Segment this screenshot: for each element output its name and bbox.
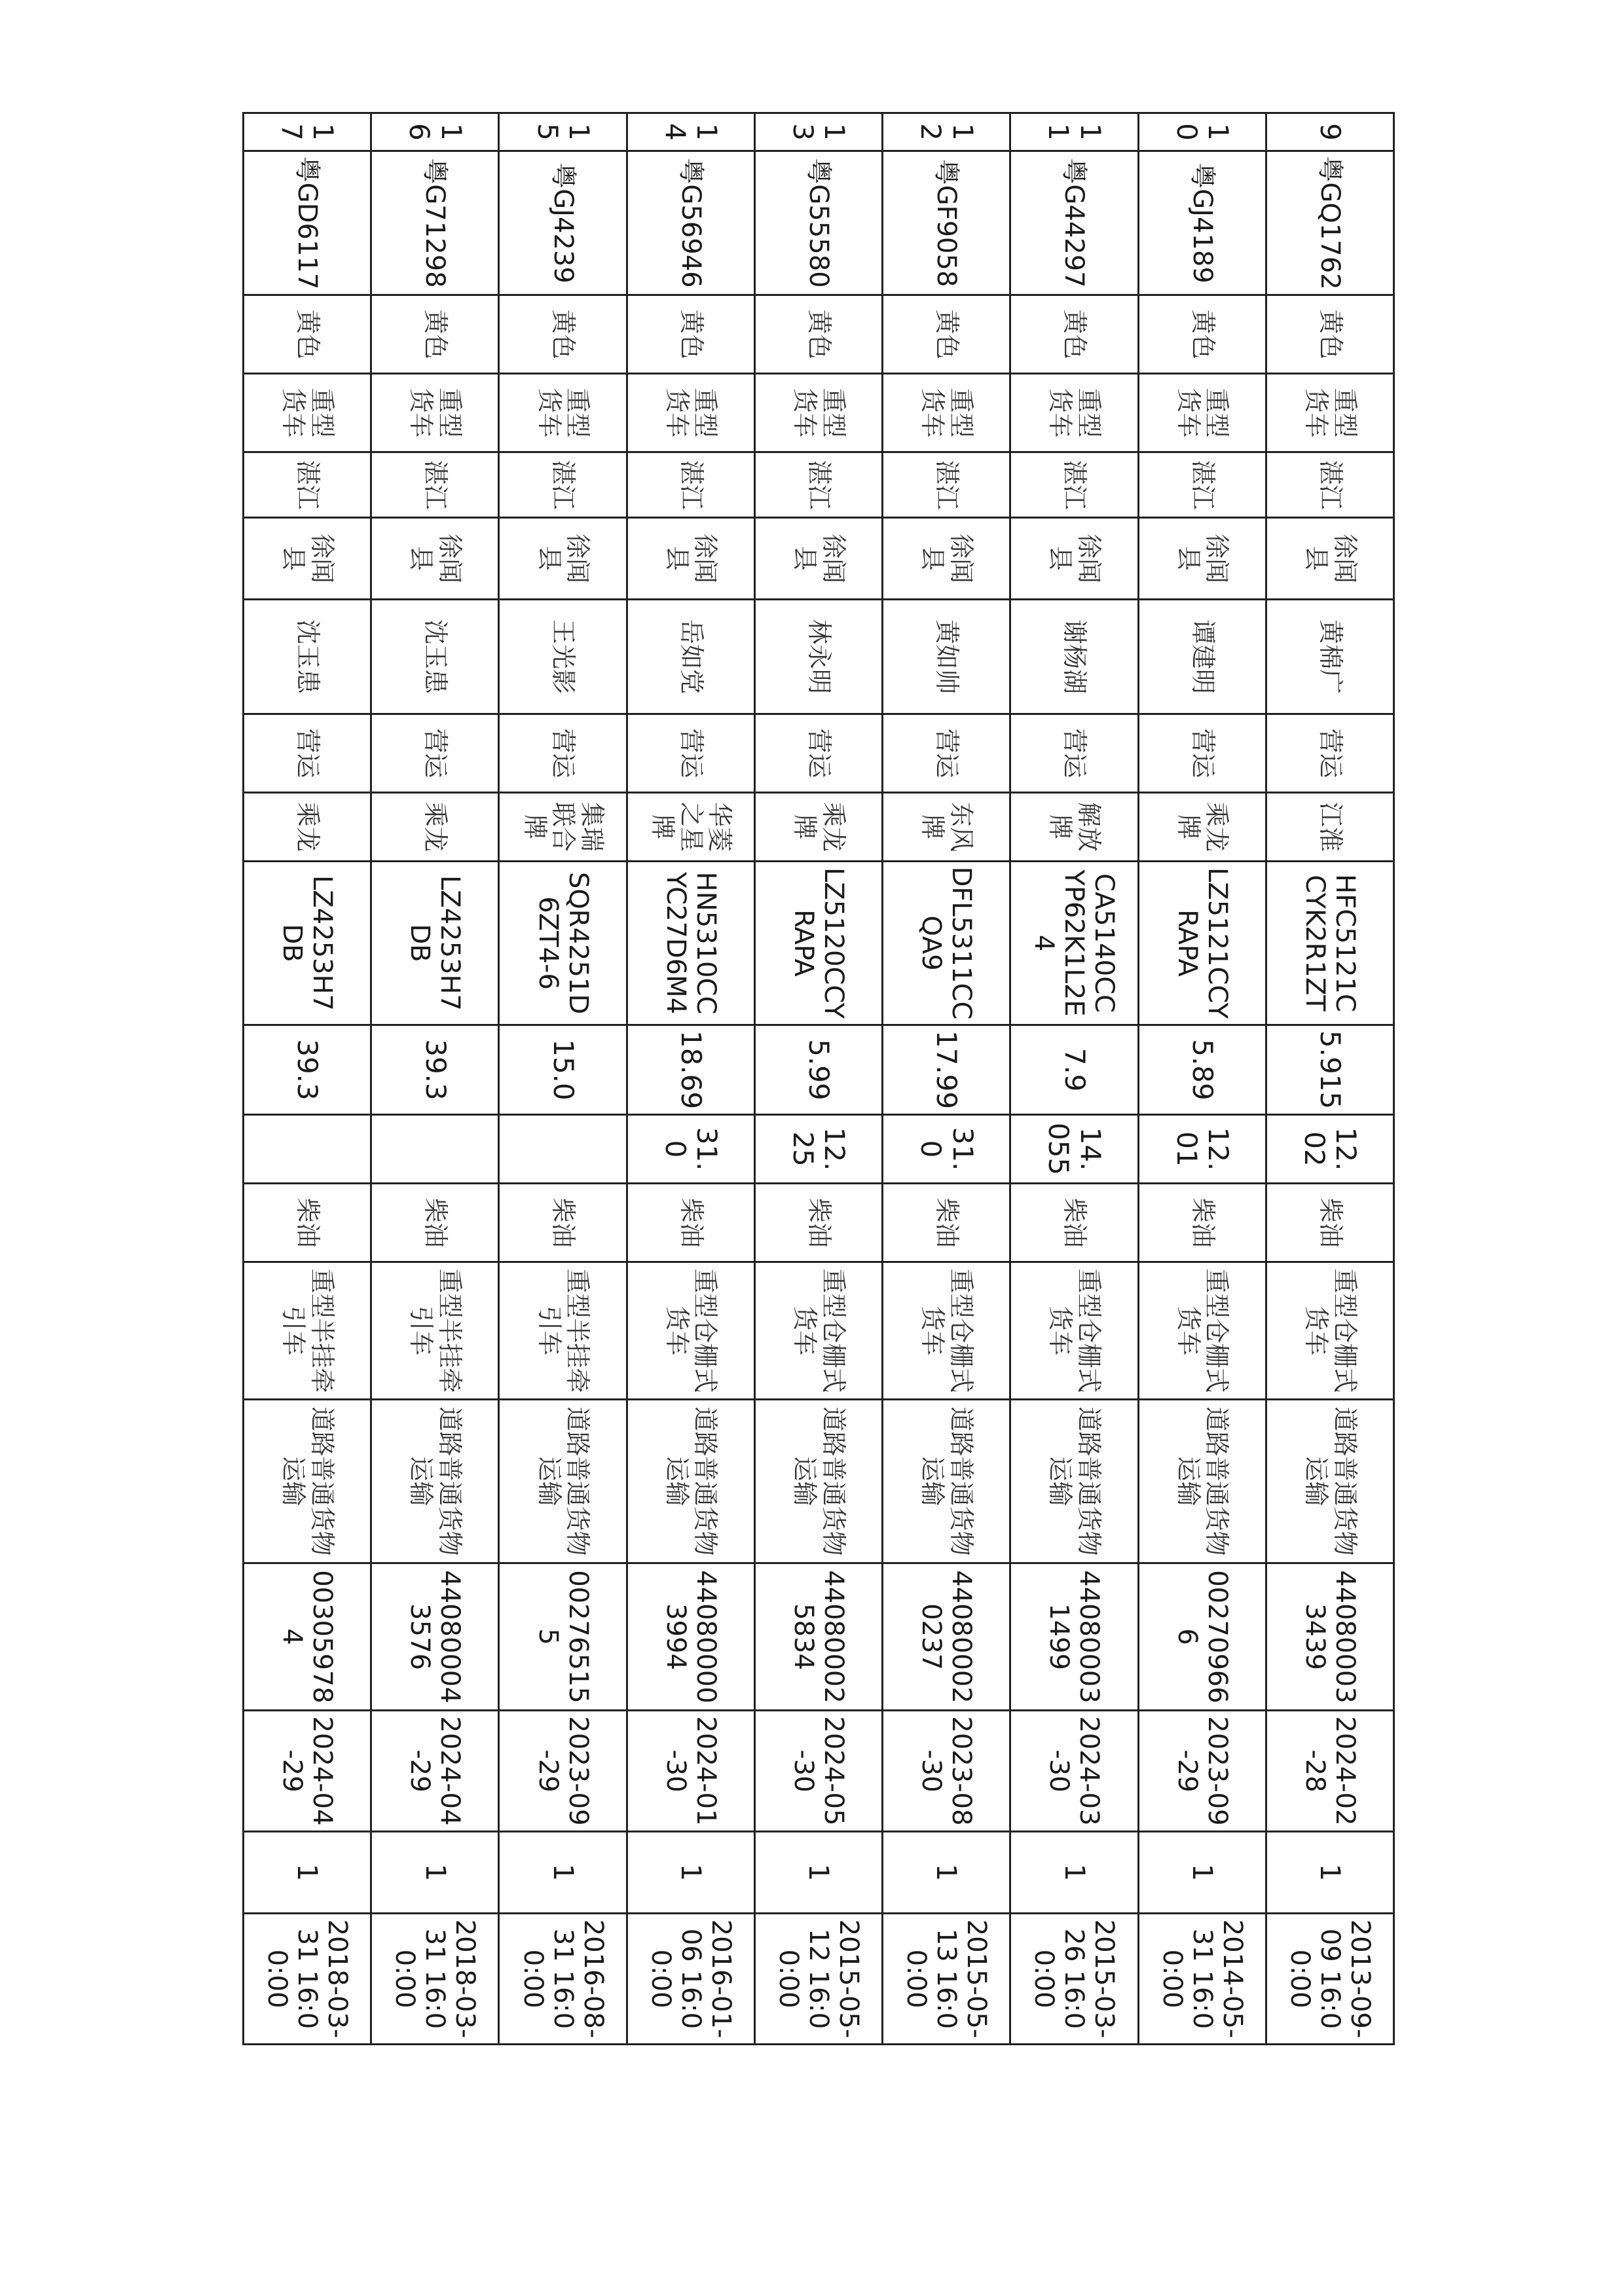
table-row bbox=[1138, 113, 1266, 2045]
plate-number-cell: 粤G44297 bbox=[1010, 151, 1138, 295]
county-cell: 徐闻县 bbox=[371, 518, 499, 600]
vehicle-class-cell: 重型仓栅式货车 bbox=[1010, 1262, 1138, 1400]
row-number-cell: 16 bbox=[371, 113, 499, 151]
inspection-date-cell: 2024-04-29 bbox=[371, 1711, 499, 1832]
usage-nature-cell: 营运 bbox=[1266, 714, 1393, 793]
plate-color-cell: 黄色 bbox=[499, 295, 627, 374]
plate-number-cell: 粤GJ4239 bbox=[499, 151, 627, 295]
county-cell: 徐闻县 bbox=[754, 518, 882, 600]
row-number-cell: 9 bbox=[1266, 113, 1393, 151]
vehicle-class-cell: 重型仓栅式货车 bbox=[627, 1262, 754, 1400]
inspection-date-cell: 2024-03-30 bbox=[1010, 1711, 1138, 1832]
plate-number-cell: 粤GJ4189 bbox=[1138, 151, 1266, 295]
city-cell: 湛江 bbox=[754, 452, 882, 518]
brand-cell: 集瑞联合牌 bbox=[499, 793, 627, 862]
permit-number-cell: 440800033439 bbox=[1266, 1563, 1393, 1711]
plate-color-cell: 黄色 bbox=[883, 295, 1010, 374]
plate-color-cell: 黄色 bbox=[754, 295, 882, 374]
plate-number-cell: 粤GQ1762 bbox=[1266, 151, 1393, 295]
weight-cell: 39.3 bbox=[244, 1025, 371, 1115]
fuel-type-cell: 柴油 bbox=[1266, 1184, 1393, 1262]
model-cell: LZ5121CCYRAPA bbox=[1138, 862, 1266, 1025]
business-scope-cell: 道路普通货物运输 bbox=[883, 1400, 1010, 1563]
city-cell: 湛江 bbox=[1010, 452, 1138, 518]
inspection-date-cell: 2023-08-30 bbox=[883, 1711, 1010, 1832]
business-scope-cell: 道路普通货物运输 bbox=[1138, 1400, 1266, 1563]
brand-cell: 华菱之星牌 bbox=[627, 793, 754, 862]
vehicle-class-cell: 重型仓栅式货车 bbox=[883, 1262, 1010, 1400]
count-cell: 1 bbox=[1138, 1832, 1266, 1914]
row-number-cell: 11 bbox=[1010, 113, 1138, 151]
owner-cell: 林永明 bbox=[754, 600, 882, 714]
table-row bbox=[754, 113, 882, 2045]
weight-cell: 5.915 bbox=[1266, 1025, 1393, 1115]
weight-cell: 18.69 bbox=[627, 1025, 754, 1115]
permit-number-cell: 003059784 bbox=[244, 1563, 371, 1711]
usage-nature-cell: 营运 bbox=[499, 714, 627, 793]
usage-nature-cell: 营运 bbox=[754, 714, 882, 793]
length-cell: 12.25 bbox=[754, 1115, 882, 1184]
registration-date-cell: 2018-03-31 16:00:00 bbox=[244, 1914, 371, 2045]
vehicle-class-cell: 重型仓栅式货车 bbox=[1266, 1262, 1393, 1400]
model-cell: CA5140CCYP62K1L2E4 bbox=[1010, 862, 1138, 1025]
county-cell: 徐闻县 bbox=[244, 518, 371, 600]
business-scope-cell: 道路普通货物运输 bbox=[244, 1400, 371, 1563]
usage-nature-cell: 营运 bbox=[883, 714, 1010, 793]
registration-date-cell: 2016-01-06 16:00:00 bbox=[627, 1914, 754, 2045]
count-cell: 1 bbox=[1266, 1832, 1393, 1914]
fuel-type-cell: 柴油 bbox=[499, 1184, 627, 1262]
length-cell: 12.02 bbox=[1266, 1115, 1393, 1184]
model-cell: HFC5121CCYK2R1ZT bbox=[1266, 862, 1393, 1025]
length-cell: 12.01 bbox=[1138, 1115, 1266, 1184]
count-cell: 1 bbox=[244, 1832, 371, 1914]
vehicle-class-cell: 重型仓栅式货车 bbox=[754, 1262, 882, 1400]
table-row bbox=[883, 113, 1010, 2045]
count-cell: 1 bbox=[371, 1832, 499, 1914]
row-number-cell: 15 bbox=[499, 113, 627, 151]
weight-cell: 39.3 bbox=[371, 1025, 499, 1115]
row-number-cell: 14 bbox=[627, 113, 754, 151]
vehicle-class-cell: 重型仓栅式货车 bbox=[1138, 1262, 1266, 1400]
vehicle-type-cell: 重型货车 bbox=[244, 374, 371, 452]
model-cell: DFL5311CCQA9 bbox=[883, 862, 1010, 1025]
city-cell: 湛江 bbox=[883, 452, 1010, 518]
registration-date-cell: 2016-08-31 16:00:00 bbox=[499, 1914, 627, 2045]
plate-color-cell: 黄色 bbox=[1138, 295, 1266, 374]
length-cell: 31.0 bbox=[627, 1115, 754, 1184]
count-cell: 1 bbox=[883, 1832, 1010, 1914]
usage-nature-cell: 营运 bbox=[371, 714, 499, 793]
weight-cell: 15.0 bbox=[499, 1025, 627, 1115]
fuel-type-cell: 柴油 bbox=[1010, 1184, 1138, 1262]
owner-cell: 沈玉患 bbox=[244, 600, 371, 714]
weight-cell: 17.99 bbox=[883, 1025, 1010, 1115]
inspection-date-cell: 2024-04-29 bbox=[244, 1711, 371, 1832]
row-number-cell: 13 bbox=[754, 113, 882, 151]
registration-date-cell: 2014-05-31 16:00:00 bbox=[1138, 1914, 1266, 2045]
model-cell: SQR4251D6ZT4-6 bbox=[499, 862, 627, 1025]
length-cell: 31.0 bbox=[883, 1115, 1010, 1184]
table-row bbox=[371, 113, 499, 2045]
count-cell: 1 bbox=[499, 1832, 627, 1914]
length-cell: 14.055 bbox=[1010, 1115, 1138, 1184]
business-scope-cell: 道路普通货物运输 bbox=[1266, 1400, 1393, 1563]
inspection-date-cell: 2024-01-30 bbox=[627, 1711, 754, 1832]
permit-number-cell: 440800043576 bbox=[371, 1563, 499, 1711]
row-number-cell: 17 bbox=[244, 113, 371, 151]
business-scope-cell: 道路普通货物运输 bbox=[754, 1400, 882, 1563]
model-cell: LZ4253H7DB bbox=[371, 862, 499, 1025]
vehicle-type-cell: 重型货车 bbox=[1266, 374, 1393, 452]
city-cell: 湛江 bbox=[627, 452, 754, 518]
brand-cell: 江淮 bbox=[1266, 793, 1393, 862]
table-body bbox=[244, 113, 1394, 2045]
vehicle-type-cell: 重型货车 bbox=[371, 374, 499, 452]
registration-date-cell: 2015-05-12 16:00:00 bbox=[754, 1914, 882, 2045]
model-cell: LZ4253H7DB bbox=[244, 862, 371, 1025]
count-cell: 1 bbox=[754, 1832, 882, 1914]
rotated-table-page bbox=[242, 112, 1395, 2039]
vehicle-table bbox=[242, 112, 1395, 2045]
inspection-date-cell: 2024-02-28 bbox=[1266, 1711, 1393, 1832]
registration-date-cell: 2018-03-31 16:00:00 bbox=[371, 1914, 499, 2045]
table-row bbox=[1266, 113, 1393, 2045]
brand-cell: 解放牌 bbox=[1010, 793, 1138, 862]
weight-cell: 7.9 bbox=[1010, 1025, 1138, 1115]
fuel-type-cell: 柴油 bbox=[244, 1184, 371, 1262]
business-scope-cell: 道路普通货物运输 bbox=[499, 1400, 627, 1563]
owner-cell: 岳如党 bbox=[627, 600, 754, 714]
county-cell: 徐闻县 bbox=[499, 518, 627, 600]
plate-color-cell: 黄色 bbox=[1266, 295, 1393, 374]
inspection-date-cell: 2024-05-30 bbox=[754, 1711, 882, 1832]
owner-cell: 沈玉患 bbox=[371, 600, 499, 714]
brand-cell: 乘龙牌 bbox=[1138, 793, 1266, 862]
count-cell: 1 bbox=[627, 1832, 754, 1914]
fuel-type-cell: 柴油 bbox=[627, 1184, 754, 1262]
model-cell: LZ5120CCYRAPA bbox=[754, 862, 882, 1025]
registration-date-cell: 2015-05-13 16:00:00 bbox=[883, 1914, 1010, 2045]
model-cell: HN5310CCYC27D6M4 bbox=[627, 862, 754, 1025]
usage-nature-cell: 营运 bbox=[627, 714, 754, 793]
owner-cell: 谭建明 bbox=[1138, 600, 1266, 714]
table-row bbox=[244, 113, 371, 2045]
county-cell: 徐闻县 bbox=[883, 518, 1010, 600]
vehicle-class-cell: 重型半挂牵引车 bbox=[499, 1262, 627, 1400]
permit-number-cell: 002709666 bbox=[1138, 1563, 1266, 1711]
vehicle-type-cell: 重型货车 bbox=[883, 374, 1010, 452]
inspection-date-cell: 2023-09-29 bbox=[499, 1711, 627, 1832]
city-cell: 湛江 bbox=[499, 452, 627, 518]
usage-nature-cell: 营运 bbox=[244, 714, 371, 793]
inspection-date-cell: 2023-09-29 bbox=[1138, 1711, 1266, 1832]
table-row bbox=[627, 113, 754, 2045]
plate-color-cell: 黄色 bbox=[244, 295, 371, 374]
count-cell: 1 bbox=[1010, 1832, 1138, 1914]
length-cell bbox=[371, 1115, 499, 1184]
plate-color-cell: 黄色 bbox=[371, 295, 499, 374]
brand-cell: 乘龙 bbox=[244, 793, 371, 862]
brand-cell: 乘龙 bbox=[371, 793, 499, 862]
table-row bbox=[1010, 113, 1138, 2045]
table-row bbox=[499, 113, 627, 2045]
owner-cell: 黄棉广 bbox=[1266, 600, 1393, 714]
fuel-type-cell: 柴油 bbox=[1138, 1184, 1266, 1262]
city-cell: 湛江 bbox=[1266, 452, 1393, 518]
plate-number-cell: 粤GD6117 bbox=[244, 151, 371, 295]
vehicle-class-cell: 重型半挂牵引车 bbox=[244, 1262, 371, 1400]
fuel-type-cell: 柴油 bbox=[371, 1184, 499, 1262]
city-cell: 湛江 bbox=[1138, 452, 1266, 518]
plate-color-cell: 黄色 bbox=[627, 295, 754, 374]
permit-number-cell: 002765155 bbox=[499, 1563, 627, 1711]
brand-cell: 乘龙牌 bbox=[754, 793, 882, 862]
vehicle-type-cell: 重型货车 bbox=[754, 374, 882, 452]
fuel-type-cell: 柴油 bbox=[754, 1184, 882, 1262]
vehicle-class-cell: 重型半挂牵引车 bbox=[371, 1262, 499, 1400]
owner-cell: 黄如帅 bbox=[883, 600, 1010, 714]
vehicle-type-cell: 重型货车 bbox=[1010, 374, 1138, 452]
county-cell: 徐闻县 bbox=[1266, 518, 1393, 600]
row-number-cell: 12 bbox=[883, 113, 1010, 151]
vehicle-type-cell: 重型货车 bbox=[499, 374, 627, 452]
length-cell bbox=[244, 1115, 371, 1184]
plate-number-cell: 粤G71298 bbox=[371, 151, 499, 295]
weight-cell: 5.99 bbox=[754, 1025, 882, 1115]
owner-cell: 谢杨湖 bbox=[1010, 600, 1138, 714]
length-cell bbox=[499, 1115, 627, 1184]
business-scope-cell: 道路普通货物运输 bbox=[371, 1400, 499, 1563]
plate-number-cell: 粤G56946 bbox=[627, 151, 754, 295]
county-cell: 徐闻县 bbox=[1010, 518, 1138, 600]
brand-cell: 东风牌 bbox=[883, 793, 1010, 862]
business-scope-cell: 道路普通货物运输 bbox=[627, 1400, 754, 1563]
vehicle-type-cell: 重型货车 bbox=[627, 374, 754, 452]
fuel-type-cell: 柴油 bbox=[883, 1184, 1010, 1262]
county-cell: 徐闻县 bbox=[627, 518, 754, 600]
row-number-cell: 10 bbox=[1138, 113, 1266, 151]
plate-color-cell: 黄色 bbox=[1010, 295, 1138, 374]
plate-number-cell: 粤G55580 bbox=[754, 151, 882, 295]
business-scope-cell: 道路普通货物运输 bbox=[1010, 1400, 1138, 1563]
weight-cell: 5.89 bbox=[1138, 1025, 1266, 1115]
city-cell: 湛江 bbox=[244, 452, 371, 518]
usage-nature-cell: 营运 bbox=[1010, 714, 1138, 793]
usage-nature-cell: 营运 bbox=[1138, 714, 1266, 793]
permit-number-cell: 440800025834 bbox=[754, 1563, 882, 1711]
registration-date-cell: 2013-09-09 16:00:00 bbox=[1266, 1914, 1393, 2045]
county-cell: 徐闻县 bbox=[1138, 518, 1266, 600]
permit-number-cell: 440800020237 bbox=[883, 1563, 1010, 1711]
plate-number-cell: 粤GF9058 bbox=[883, 151, 1010, 295]
permit-number-cell: 440800031499 bbox=[1010, 1563, 1138, 1711]
owner-cell: 王光影 bbox=[499, 600, 627, 714]
city-cell: 湛江 bbox=[371, 452, 499, 518]
registration-date-cell: 2015-03-26 16:00:00 bbox=[1010, 1914, 1138, 2045]
vehicle-type-cell: 重型货车 bbox=[1138, 374, 1266, 452]
permit-number-cell: 440800003994 bbox=[627, 1563, 754, 1711]
